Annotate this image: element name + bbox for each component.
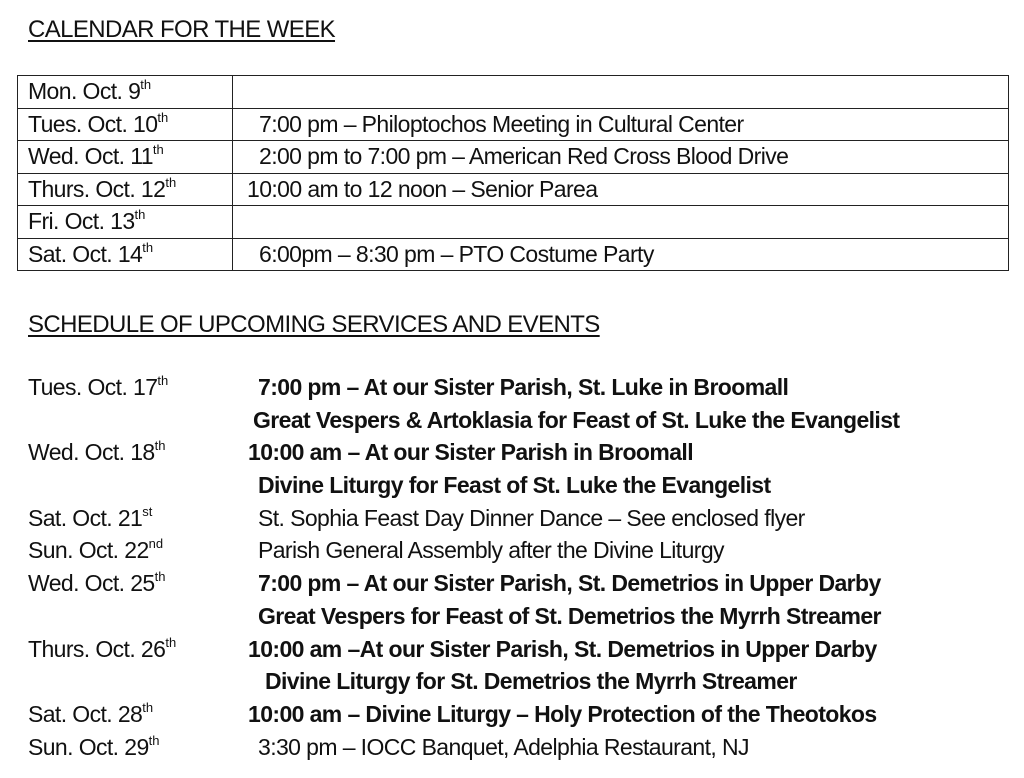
event-date xyxy=(28,505,152,532)
event-text: 10:00 am – Divine Liturgy – Holy Protection of the Theotokos xyxy=(248,700,877,727)
day-cell xyxy=(18,206,233,239)
date-suffix: th xyxy=(154,569,166,585)
date-label: Thurs. Oct. 26 xyxy=(28,635,166,662)
date-suffix: nd xyxy=(148,536,164,552)
date-label: Tues. Oct. 17 xyxy=(28,374,158,400)
date-label: Sun. Oct. 22 xyxy=(28,537,149,564)
day-label: Sat. Oct. 14 xyxy=(28,240,143,267)
day-label: Wed. Oct. 11 xyxy=(28,143,153,170)
date-label: Wed. Oct. 18 xyxy=(28,439,155,466)
table-row xyxy=(18,206,1009,239)
table-row xyxy=(18,173,1009,206)
event-date xyxy=(28,570,165,597)
date-suffix: th xyxy=(142,699,154,715)
date-suffix: th xyxy=(148,732,160,748)
day-cell xyxy=(18,238,233,271)
event-text: Parish General Assembly after the Divine Liturgy xyxy=(258,537,724,564)
event-cell: 7:00 pm – Philoptochos Meeting in Cultural Center xyxy=(233,108,1009,141)
day-cell xyxy=(18,141,233,174)
list-item xyxy=(28,734,1008,767)
date-suffix: th xyxy=(165,634,177,650)
table-row xyxy=(18,108,1009,141)
event-text: Great Vespers & Artoklasia for Feast of St. Luke the Evangelist xyxy=(253,406,900,433)
event-date xyxy=(28,636,176,663)
event-text: 7:00 pm – At our Sister Parish, St. Luke in Broomall xyxy=(258,374,789,400)
day-suffix: th xyxy=(140,77,152,93)
list-item xyxy=(28,701,1008,734)
calendar-table xyxy=(17,75,1009,271)
schedule-title: SCHEDULE OF UPCOMING SERVICES AND EVENTS xyxy=(28,311,600,338)
day-cell xyxy=(18,76,233,109)
event-text: 10:00 am – At our Sister Parish in Broomall xyxy=(248,439,694,466)
event-cell: 10:00 am to 12 noon – Senior Parea xyxy=(233,173,1009,206)
day-suffix: th xyxy=(165,174,177,190)
day-cell xyxy=(18,173,233,206)
day-label: Thurs. Oct. 12 xyxy=(28,175,166,202)
list-item xyxy=(28,668,1008,701)
list-item xyxy=(28,570,1008,603)
date-label: Sat. Oct. 28 xyxy=(28,700,143,727)
list-item xyxy=(28,537,1008,570)
list-item xyxy=(28,407,1008,440)
day-label: Fri. Oct. 13 xyxy=(28,208,135,235)
date-label: Sat. Oct. 21 xyxy=(28,504,143,531)
list-item xyxy=(28,603,1008,636)
event-cell: 6:00pm – 8:30 pm – PTO Costume Party xyxy=(233,238,1009,271)
event-text: 10:00 am –At our Sister Parish, St. Demetrios in Upper Darby xyxy=(248,635,877,662)
day-cell xyxy=(18,108,233,141)
event-text: Great Vespers for Feast of St. Demetrios the Myrrh Streamer xyxy=(258,602,881,629)
event-cell: 2:00 pm to 7:00 pm – American Red Cross Blood Drive xyxy=(233,141,1009,174)
list-item xyxy=(28,636,1008,669)
event-date xyxy=(28,374,168,401)
list-item xyxy=(28,505,1008,538)
table-row xyxy=(18,76,1009,109)
date-label: Wed. Oct. 25 xyxy=(28,570,155,597)
event-text: 7:00 pm – At our Sister Parish, St. Demetrios in Upper Darby xyxy=(258,570,881,597)
date-suffix: st xyxy=(142,503,153,519)
date-label: Sun. Oct. 29 xyxy=(28,733,149,760)
list-item xyxy=(28,439,1008,472)
day-suffix: th xyxy=(134,207,146,223)
date-suffix: th xyxy=(157,373,169,388)
day-suffix: th xyxy=(142,239,154,255)
day-suffix: th xyxy=(157,109,169,125)
event-cell xyxy=(233,206,1009,239)
event-date xyxy=(28,439,165,466)
list-item xyxy=(28,374,1008,407)
event-text: Divine Liturgy for St. Demetrios the Myrrh Streamer xyxy=(265,668,797,695)
event-date xyxy=(28,537,163,564)
event-text: St. Sophia Feast Day Dinner Dance – See enclosed flyer xyxy=(258,504,805,531)
schedule-list xyxy=(28,374,1008,766)
day-label: Mon. Oct. 9 xyxy=(28,78,141,105)
table-row xyxy=(18,141,1009,174)
event-cell xyxy=(233,76,1009,109)
day-suffix: th xyxy=(152,142,164,158)
event-text: 3:30 pm – IOCC Banquet, Adelphia Restaurant, NJ xyxy=(258,733,749,760)
table-row xyxy=(18,238,1009,271)
calendar-title: CALENDAR FOR THE WEEK xyxy=(28,16,336,43)
list-item xyxy=(28,472,1008,505)
event-text: Divine Liturgy for Feast of St. Luke the Evangelist xyxy=(258,472,771,499)
event-date xyxy=(28,734,160,761)
day-label: Tues. Oct. 10 xyxy=(28,110,158,137)
date-suffix: th xyxy=(154,438,166,454)
event-date xyxy=(28,701,153,728)
